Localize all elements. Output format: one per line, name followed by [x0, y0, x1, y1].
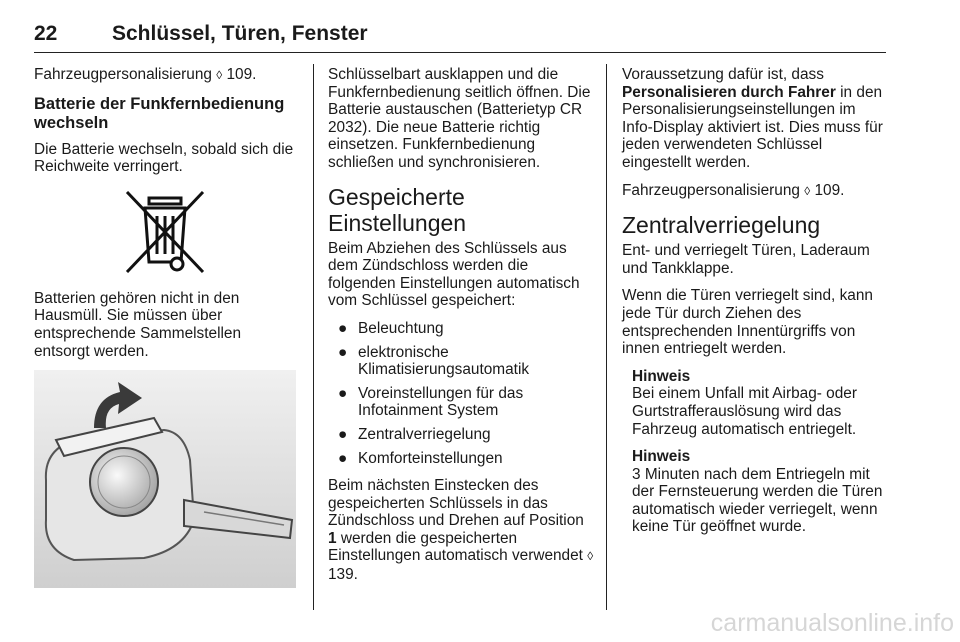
- list-item: ● Zentralverriegelung: [338, 425, 491, 443]
- key-battery-illustration: [34, 370, 296, 588]
- crossed-out-bin-icon: [119, 186, 211, 278]
- watermark: carmanualsonline.info: [710, 609, 954, 637]
- personalisation-reference: Fahrzeugpersonalisierung ◊ 109.: [34, 66, 257, 83]
- column-1: [34, 66, 296, 588]
- bullet-icon: ●: [338, 384, 348, 402]
- unlock-paragraph: Wenn die Türen verriegelt sind, kann jede Tür durch Ziehen des entsprechenden Innentürgriffs von innen entriegelt werden.: [622, 287, 873, 358]
- bullet-icon: ●: [338, 449, 348, 467]
- section-heading-saved-settings: Gespeicherte Einstellungen: [328, 183, 467, 236]
- page-number: 22: [34, 22, 58, 45]
- note-title: Hinweis: [632, 367, 691, 385]
- column-3: [622, 66, 890, 546]
- prerequisite-paragraph: Voraussetzung dafür ist, dass Personalisieren durch Fahrer in den Personalisierungseinstellungen im Info-Display aktiviert ist. Dies muss für jeden verwendeten Schlüssel eingestellt werden.: [622, 66, 883, 171]
- personalisation-reference: Fahrzeugpersonalisierung ◊ 109.: [622, 181, 845, 199]
- page-title: Schlüssel, Türen, Fenster: [112, 22, 368, 45]
- battery-paragraph: Die Batterie wechseln, sobald sich die Reichweite verringert.: [34, 140, 294, 176]
- disposal-paragraph: Batterien gehören nicht in den Hausmüll. Sie müssen über entsprechende Sammelstellen entsorgt werden.: [34, 289, 242, 360]
- battery-replacement-paragraph: Schlüsselbart ausklappen und die Funkfernbedienung seitlich öffnen. Die Batterie austauschen (Batterietyp CR 2032). Die neue Batterie richtig einsetzen. Funkfernbedienung schließen und synchronisieren.: [328, 66, 591, 171]
- note-box: [622, 448, 890, 536]
- bullet-icon: ●: [338, 425, 348, 443]
- page-reference-icon: ◊: [804, 183, 811, 198]
- setting-name: Personalisieren durch Fahrer: [622, 83, 836, 101]
- page-reference-icon: ◊: [587, 549, 594, 564]
- note-text: 3 Minuten nach dem Entriegeln mit der Fernsteuerung werden die Türen automatisch wieder verriegelt, wenn keine Tür geöffnet wurde.: [632, 465, 883, 536]
- page-reference-icon: ◊: [216, 68, 223, 82]
- list-item: ● Voreinstellungen für das Infotainment System: [338, 384, 524, 420]
- page-header: [34, 22, 886, 53]
- ignition-position: 1: [328, 529, 337, 547]
- page-reference-link[interactable]: 109.: [814, 181, 845, 199]
- column-divider: [606, 64, 607, 610]
- saved-settings-list: [328, 320, 596, 467]
- saved-settings-intro: Beim Abziehen des Schlüssels aus dem Zündschloss werden die folgenden Einstellungen automatisch vom Schlüssel gespeichert:: [328, 239, 580, 310]
- column-divider: [313, 64, 314, 610]
- list-item: ● elektronische Klimatisierungsautomatik: [338, 343, 530, 379]
- column-2: [328, 66, 596, 594]
- bullet-icon: ●: [338, 343, 348, 361]
- next-insertion-paragraph: Beim nächsten Einstecken des gespeicherten Schlüssels in das Zündschloss und Drehen auf Position 1 werden die gespeicherten Einstellungen automatisch verwendet ◊ 139.: [328, 477, 594, 584]
- note-text: Bei einem Unfall mit Airbag- oder Gurtstrafferauslösung wird das Fahrzeug automatisch entriegelt.: [632, 385, 857, 438]
- page-reference-link[interactable]: 109.: [226, 66, 257, 83]
- section-heading-battery: Batterie der Funkfernbedienung wechseln: [34, 94, 285, 132]
- list-item: ● Komforteinstellungen: [338, 449, 503, 467]
- list-item: ● Beleuchtung: [338, 319, 444, 337]
- note-box: [622, 368, 890, 438]
- section-heading-central-locking: Zentralverriegelung: [622, 212, 821, 239]
- central-locking-paragraph: Ent- und verriegelt Türen, Laderaum und Tankklappe.: [622, 242, 870, 277]
- note-title: Hinweis: [632, 448, 691, 466]
- bullet-icon: ●: [338, 319, 348, 337]
- page-reference-link[interactable]: 139.: [328, 566, 358, 584]
